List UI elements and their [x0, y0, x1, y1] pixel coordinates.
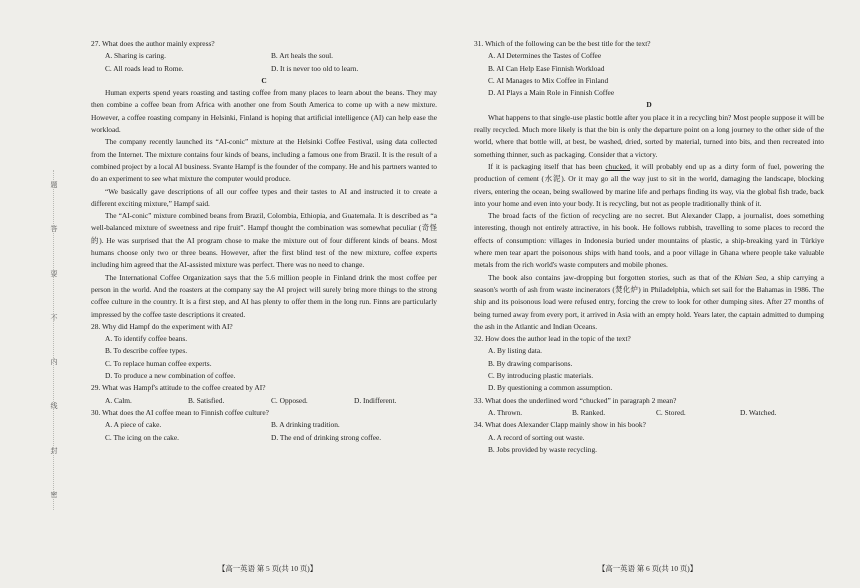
option-c: C. Opposed.	[271, 395, 308, 405]
passage-paragraph: The “AI-conic” mixture combined beans from Brazil, Colombia, Ethiopia, and Guatemala. It is described as “a well-balanced mixture of sweetness and ripe fruit”. Hampf thought the combination was somewhat peculiar (奇怪的). He was surprised that the AI program chose to make the mixture out of four different kinds of beans. Most humans choose only two or three beans. However, after the first blind test of the new mixture, coffee experts including him agreed that the AI-assisted mixture was perfect. There was no need to change.	[91, 211, 437, 270]
options-row	[91, 63, 437, 75]
underlined-word: chucked	[605, 161, 630, 171]
text-run: , a ship carrying a season's worth of ash from waste incinerators (焚化炉) in Philadelphia, which set sail for the Bahamas in 1986. The ship and its poisonous load were refused entry, forcing the crew to look for other dumping sites. After 27 months of being turned away from every port, it arrived in Asia with an empty hold. Years later, the captain admitted to dumping the ash in the Atlantic and Indian Oceans.	[474, 272, 824, 331]
binding-margin	[42, 180, 66, 500]
margin-char: 内	[50, 358, 58, 367]
margin-char: 要	[50, 269, 58, 278]
option-a: A. Thrown.	[488, 407, 523, 417]
options-row	[91, 395, 437, 407]
passage-paragraph: The broad facts of the fiction of recycling are no secret. But Alexander Clapp, a journalist, does something interesting, though not entirely attractive, in his book. He follows rubbish, travelling to some places to record the effects of consumption: villages in Indonesia buried under mountains of plastic, a ship-breaking yard in Türkiye where men tear apart the poisonous ships with hand tools, and a poor village in Ghana where people take valuable metals from the rich world's waste computers and mobile phones.	[474, 211, 824, 270]
text-run: The book also contains jaw-dropping but forgotten stories, such as that of the	[488, 272, 735, 282]
left-column	[91, 38, 437, 444]
passage-paragraph: “We basically gave descriptions of all our coffee types and their tastes to AI and instructed it to create a different exciting mixture,” Hampf said.	[91, 186, 437, 208]
option-d: D. It is never too old to learn.	[271, 63, 359, 73]
text-run: , it will probably end up as a dirty form of fuel, powering the production of cement (水泥). Or it may go all the way just to sit in the world, damaging the landscape, blocking rivers, entering the ocean, being swallowed by marine life and perhaps finding its way, via the global fish trade, back into your home and even into your body. It is recycling, but not as people traditionally think of it.	[474, 161, 824, 208]
option-b: B. Satisfied.	[188, 395, 225, 405]
option-a: A. A piece of cake.	[105, 420, 162, 430]
option-d: D. AI Plays a Main Role in Finnish Coffee	[488, 88, 615, 98]
option-b: B. A drinking tradition.	[271, 420, 340, 430]
text-run: If it is packaging itself that has been	[488, 161, 606, 171]
passage-paragraph: The company recently launched its “AI-conic” mixture at the Helsinki Coffee Festival, using data collected from the Internet. The mixture contains four kinds of beans, including a famous one from Brazil. It is the result of a combined project by a local AI business. Svante Hampf is the founder of the company. He and his partners wanted to do an experiment to see what mixture the computer would produce.	[91, 137, 437, 184]
question-29: 29. What was Hampf's attitude to the coffee created by AI?	[91, 383, 266, 393]
option-b: B. Jobs provided by waste recycling.	[488, 444, 597, 454]
option-c: C. The icing on the cake.	[105, 432, 179, 442]
option-a: A. By listing data.	[488, 346, 542, 356]
margin-char: 不	[50, 313, 58, 322]
margin-char: 题	[50, 181, 58, 189]
option-b: B. Art heals the soul.	[271, 51, 333, 61]
option-c: C. To replace human coffee experts.	[105, 358, 212, 368]
page-footer-left: 【高一英语 第 5 页(共 10 页)】	[218, 564, 318, 573]
passage-paragraph	[474, 272, 824, 333]
option-b: B. By drawing comparisons.	[488, 358, 573, 368]
section-heading: D	[646, 100, 652, 110]
option-c: C. Stored.	[656, 407, 686, 417]
question-31: 31. Which of the following can be the best title for the text?	[474, 39, 651, 48]
question-33: 33. What does the underlined word “chucked” in paragraph 2 mean?	[474, 395, 677, 405]
option-c: C. All roads lead to Rome.	[105, 63, 184, 73]
question-27: 27. What does the author mainly express?	[91, 39, 215, 48]
page-footer-right: 【高一英语 第 6 页(共 10 页)】	[598, 564, 698, 573]
option-a: A. A record of sorting out waste.	[488, 432, 585, 442]
binding-line	[53, 170, 54, 510]
ship-name: Khian Sea	[734, 272, 767, 282]
options-row	[91, 432, 437, 444]
option-d: D. By questioning a common assumption.	[488, 383, 613, 393]
option-d: D. The end of drinking strong coffee.	[271, 432, 382, 442]
right-column	[474, 38, 824, 456]
question-32: 32. How does the author lead in the topic of the text?	[474, 334, 631, 344]
question-34: 34. What does Alexander Clapp mainly show in his book?	[474, 420, 646, 430]
question-28: 28. Why did Hampf do the experiment with AI?	[91, 321, 233, 331]
option-d: D. Indifferent.	[354, 395, 397, 405]
section-heading: C	[261, 75, 267, 85]
option-d: D. To produce a new combination of coffee.	[105, 371, 236, 381]
margin-char: 线	[50, 402, 58, 411]
option-c: C. AI Manages to Mix Coffee in Finland	[488, 75, 609, 85]
options-row	[91, 50, 437, 62]
option-a: A. To identify coffee beans.	[105, 334, 188, 344]
option-a: A. AI Determines the Tastes of Coffee	[488, 51, 602, 61]
option-c: C. By introducing plastic materials.	[488, 371, 594, 381]
question-30: 30. What does the AI coffee mean to Finnish coffee culture?	[91, 407, 269, 417]
option-a: A. Calm.	[105, 395, 132, 405]
option-b: B. To describe coffee types.	[105, 346, 188, 356]
passage-paragraph	[474, 161, 824, 210]
option-b: B. Ranked.	[572, 407, 606, 417]
passage-paragraph: What happens to that single-use plastic bottle after you place it in a recycling bin? Most people suppose it will be really recycled. Much more likely is that the bin is only the departure point on a long journey to the other side of the world, where that bottle will, at best, be washed, dried, sorted by material, turned into bits, and then recreated into something thinner, such as packaging. Consider that a victory.	[474, 112, 824, 159]
option-d: D. Watched.	[740, 407, 777, 417]
margin-char: 封	[50, 446, 58, 455]
margin-char: 答	[50, 225, 58, 234]
option-b: B. AI Can Help Ease Finnish Workload	[488, 63, 605, 73]
options-row	[474, 407, 824, 419]
options-row	[91, 419, 437, 431]
option-a: A. Sharing is caring.	[105, 51, 166, 61]
passage-paragraph: The International Coffee Organization says that the 5.6 million people in Finland drink the most coffee per person in the world. And the roasters at the company say the AI project will surely bring more things to the strong coffee culture in the country. It is a first step, and AI has plenty to offer them in the long run. Finns are particularly impressed by the coffee taste descriptions it created.	[91, 272, 437, 319]
margin-char: 密	[50, 490, 58, 499]
passage-paragraph: Human experts spend years roasting and tasting coffee from many places to learn about the beans. They may then combine a coffee bean from Africa with another one from South America to come up with a new mixture. However, a coffee roasting company in Helsinki, Finland is hoping that artificial intelligence (AI) can help ease the workload.	[91, 88, 437, 135]
